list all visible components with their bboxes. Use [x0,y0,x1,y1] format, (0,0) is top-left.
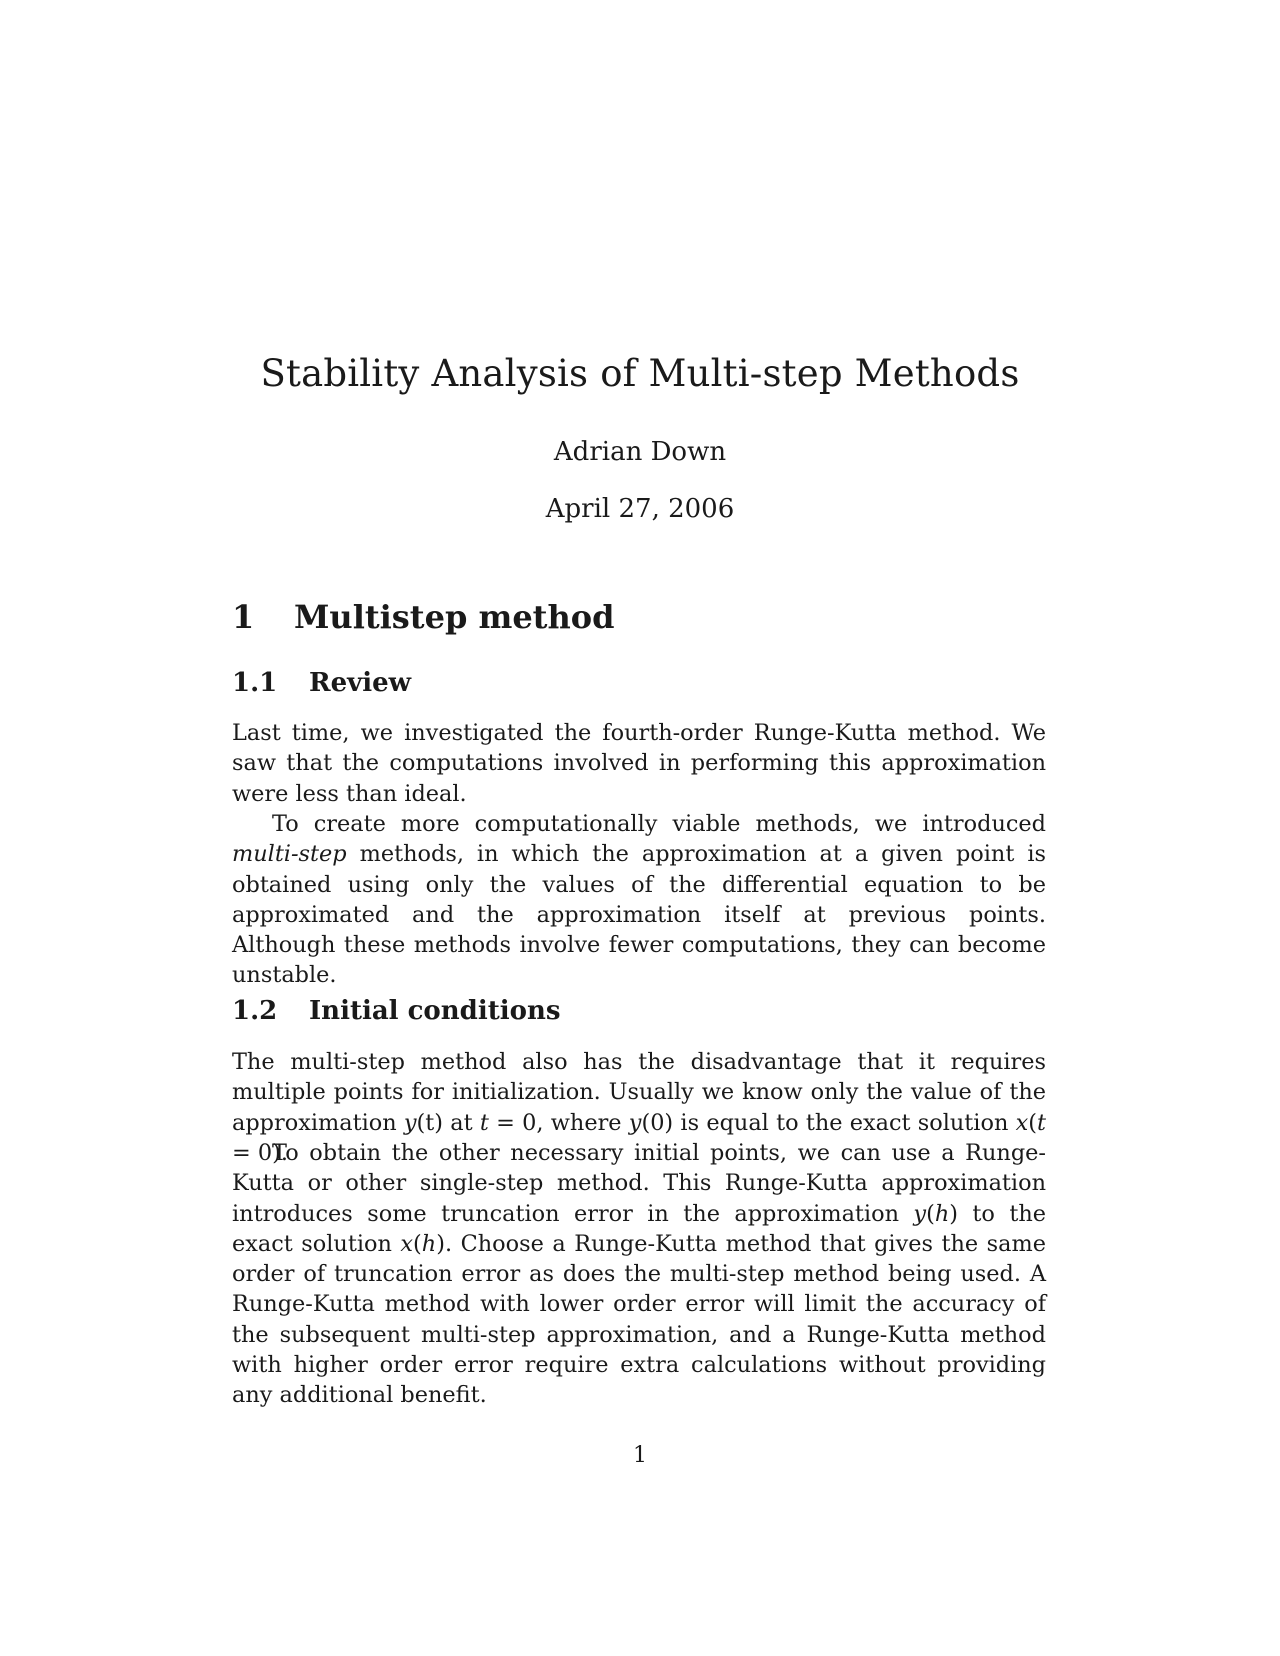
emphasis-text: multi-step [232,841,347,868]
paper-date: April 27, 2006 [545,494,735,524]
paragraph-text: at [443,1109,480,1136]
math-text: (t) [416,1109,444,1136]
paragraph-text: to the exact solution [232,1200,1046,1257]
section-title: Multistep method [294,598,615,636]
math-text: = 0). [232,1139,288,1166]
paragraph-review-1: Last time, we investigated the fourth-order Runge-Kutta method. We saw that the computations involved in performing this approximation were less than ideal. [232,720,1046,807]
math-var: y [628,1109,642,1136]
math-var: x [1015,1109,1029,1136]
subsection-number: 1.1 [232,668,278,698]
section-number: 1 [232,598,255,636]
math-text: ( [413,1230,422,1257]
paragraph-text: is equal to the exact solution [673,1109,1016,1136]
subsection-number: 1.2 [232,996,278,1026]
math-var: y [403,1109,417,1136]
paragraph-text: To obtain the other necessary initial points, we can use a Runge-Kutta or other single-step method. This Runge-Kutta approximation introduces some truncation error in the approximation [232,1140,1046,1227]
paragraph-text: The multi-step method also has the disadvantage that it requires multiple points for initialization. Usually we know only the value of the approximation [232,1049,1046,1136]
paragraph-initial-2 [232,1138,1046,1411]
subsection-title: Initial conditions [309,996,561,1026]
subsection-heading-initial-conditions [232,996,561,1026]
math-text: ) [949,1200,958,1227]
math-var: h [421,1230,437,1257]
math-text: = 0, where [488,1109,629,1136]
paragraph-text: methods, in which the approximation at a given point is obtained using only the values of the differential equation to be approximated and the approximation itself at previous points. Although these methods involve fewer computations, they can become unstable. [232,841,1046,989]
math-var: t [1037,1109,1047,1136]
math-text: ). [436,1230,453,1257]
math-var: h [934,1200,950,1227]
paragraph-review-2 [232,809,1046,991]
math-text: (0) [641,1109,674,1136]
paper-author: Adrian Down [553,437,727,467]
page-number: 1 [633,1443,647,1468]
subsection-title: Review [309,668,412,698]
math-var: x [400,1230,414,1257]
math-text: ( [926,1200,935,1227]
paragraph-text: To create more computationally viable methods, we introduced [272,811,1046,837]
paper-title: Stability Analysis of Multi-step Methods [260,352,1020,395]
math-text: ( [1028,1109,1038,1136]
subsection-heading-review [232,668,411,698]
math-var: y [913,1200,927,1227]
section-heading [232,598,614,636]
paragraph-text: Choose a Runge-Kutta method that gives the same order of truncation error as does the multi-step method being used. A Runge-Kutta method with lower order error will limit the accuracy of the subsequent multi-step approximation, and a Runge-Kutta method with higher order error require extra calculations without providing any additional benefit. [232,1230,1046,1409]
math-var: t [479,1109,489,1136]
